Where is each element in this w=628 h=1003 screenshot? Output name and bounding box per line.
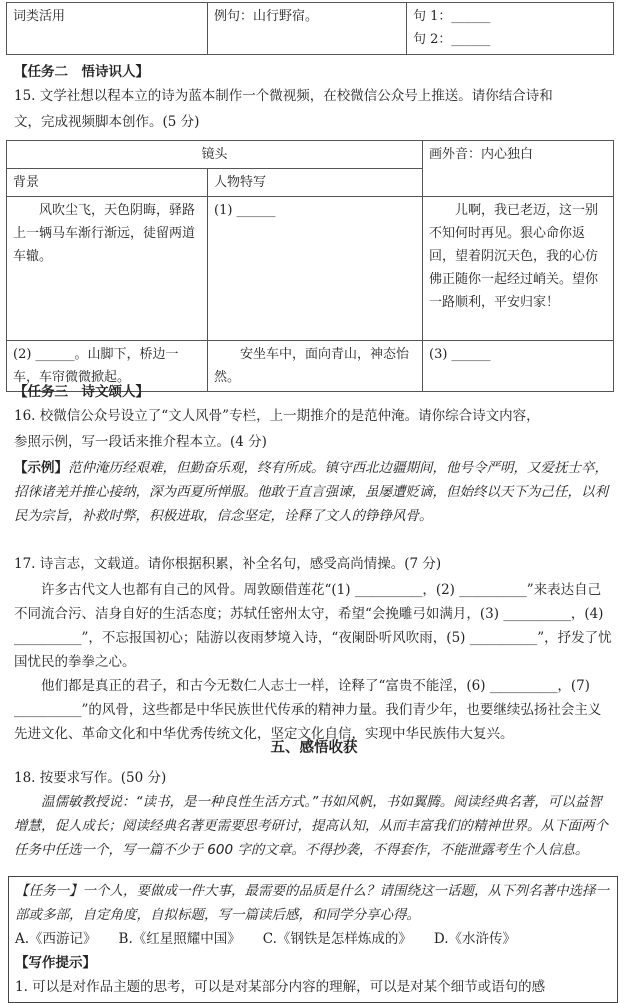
- option-c: C.《钢铁是怎样炼成的》: [262, 931, 412, 947]
- row2-background-blank: (2) ______。山脚下，桥边一车，车帘微微掀起。: [7, 341, 208, 392]
- sentence-2-blank: 句 2：______: [413, 32, 491, 47]
- script-table: [6, 140, 614, 392]
- sentence-1-blank: 句 1：______: [413, 9, 491, 24]
- task3-title: 【任务三 诗文颂人】: [14, 384, 149, 400]
- book-options: [15, 927, 611, 951]
- row1-character-blank: (1) ______: [208, 197, 423, 341]
- row1-background: 风吹尘飞，天色阴晦，驿路上一辆马车渐行渐远，徒留两道车辙。: [7, 197, 208, 341]
- section-5-heading: 五、感悟收获: [270, 740, 358, 756]
- question-16-line2: 参照示例，写一段话来推介程本立。(4 分): [14, 434, 267, 450]
- question-15-line1: 15. 文学社想以程本立的诗为蓝本制作一个微视频，在校微信公众号上推送。请你结合诗和: [14, 88, 553, 104]
- row2-character: 安坐车中，面向青山，神态怡然。: [208, 341, 423, 392]
- question-18: 18. 按要求写作。(50 分): [14, 770, 167, 786]
- option-b: B.《红星照耀中国》: [118, 931, 241, 947]
- header-character: 人物特写: [208, 169, 423, 197]
- writing-intro: 温儒敏教授说：“读书，是一种良性生活方式。”书如风帆，书如翼腾。阅读经典名著，可以益智增慧，促人成长；阅读经典名著更需要思考研讨，提高认知，从而丰富我们的精神世界。从下面两个任务中任选一个，写一篇不少于 600 字的文章。不得抄袭，不得套作，不能泄露考生个人信息。: [14, 794, 608, 858]
- task2-title: 【任务二 悟诗识人】: [14, 64, 149, 80]
- question-15-line2: 文，完成视频脚本创作。(5 分): [14, 114, 200, 130]
- question-16-line1: 16. 校微信公众号设立了“文人风骨”专栏，上一期推介的是范仲淹。请你综合诗文内容，: [14, 408, 540, 424]
- question-17-paragraph-1: 许多古代文人也都有自己的风骨。周敦颐借莲花“(1) __________，(2) __________”来表达自己不同流合污、洁身自好的生活态度；苏轼任密州太守，希望“会挽雕弓如满月，(3) __________，(4) __________”，不忘报国初心；陆游以夜雨梦境入诗，“夜阑卧听风吹雨，(5) __________”，抒发了忧国忧民的拳拳之心。: [14, 582, 612, 670]
- option-a: A.《西游记》: [15, 931, 97, 947]
- example-paragraph: [14, 456, 614, 528]
- row1-voiceover: 儿啊，我已老迈，这一别不知何时再见。狠心命你返回，望着阴沉天色，我的心仿佛正随你一起经过峭关。望你一路顺利，平安归家！: [423, 197, 614, 341]
- table1-cell-3: [407, 3, 614, 55]
- table1-cell-2: 例句：山行野宿。: [208, 3, 407, 55]
- word-usage-table: [6, 2, 614, 55]
- header-background: 背景: [7, 169, 208, 197]
- writing-task1-box: [8, 876, 618, 1003]
- question-17-paragraph-2: 他们都是真正的君子，和古今无数仁人志士一样，诠释了“富贵不能淫，(6) __________，(7) __________”的风骨，这些都是中华民族世代传承的精神力量。我们青少年，也要继续弘扬社会主义先进文化、革命文化和中华优秀传统文化，坚定文化自信，实现中华民族伟大复兴。: [14, 678, 602, 742]
- header-voiceover: 画外音：内心独白: [423, 141, 614, 197]
- writing-task1-text: 【任务一】一个人，要做成一件大事，最需要的品质是什么？请围绕这一话题，从下列名著中选择一部或多部，自定角度，自拟标题，写一篇读后感，和同学分享心得。: [15, 883, 609, 923]
- table1-cell-1: 词类活用: [7, 3, 208, 55]
- option-d: D.《水浒传》: [433, 931, 517, 947]
- writing-hint-1: 1. 可以是对作品主题的思考，可以是对某部分内容的理解，可以是对某个细节或语句的感: [15, 979, 546, 995]
- header-lens: 镜头: [7, 141, 423, 169]
- question-17: 17. 诗言志，文载道。请你根据积累，补全名句，感受高尚情操。(7 分): [14, 556, 442, 572]
- row2-voiceover-blank: (3) ______: [423, 341, 614, 392]
- example-label: 【示例】: [14, 460, 68, 476]
- writing-hint-title: 【写作提示】: [15, 955, 96, 971]
- example-text: 范仲淹历经艰难，但勤奋乐观，终有所成。镇守西北边疆期间，他号令严明，又爱抚士卒，招徕诸羌并推心接纳，深为西夏所惮服。他敢于直言强谏，虽屡遭贬谪，但始终以天下为己任，以利民为宗旨，补救时弊，积极进取，信念坚定，诠释了文人的铮铮风骨。: [14, 460, 608, 524]
